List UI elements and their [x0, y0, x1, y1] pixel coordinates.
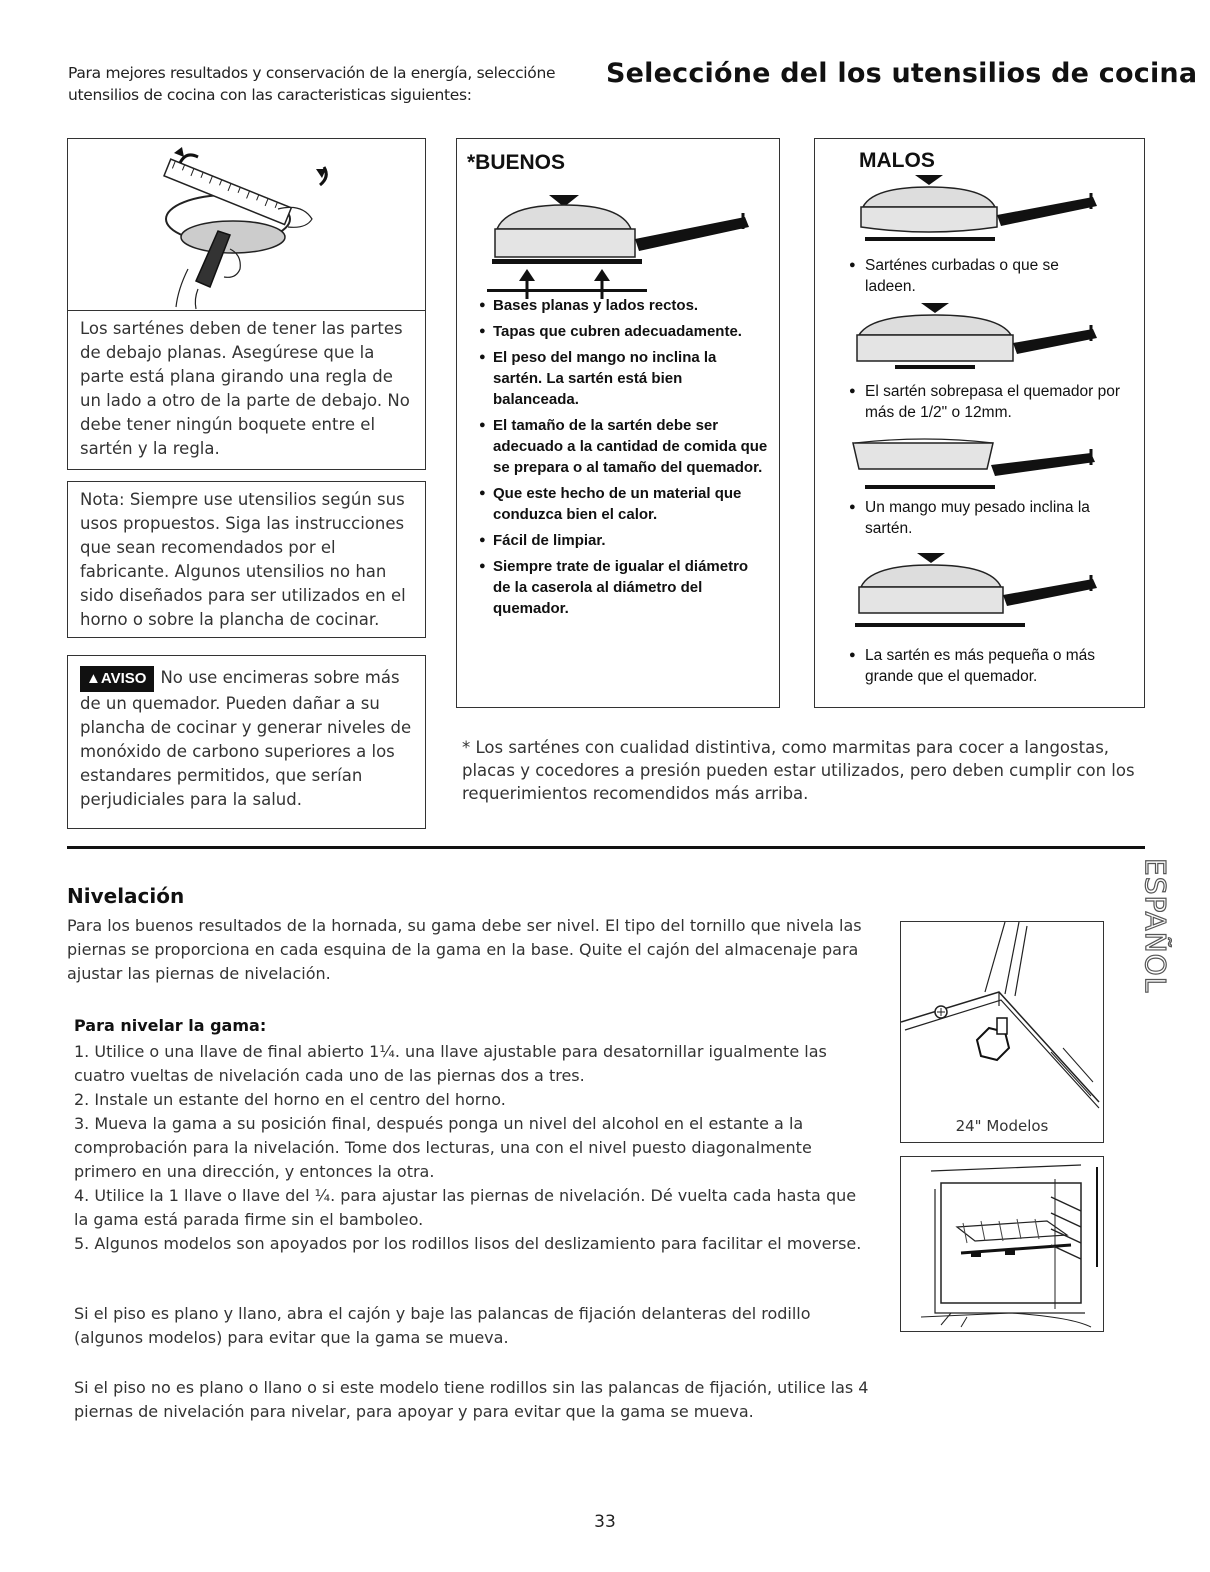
page-title: Selecciónе del los utensilios de cocina — [606, 58, 1198, 89]
bad-cookware-box — [814, 138, 1145, 708]
leveling-steps — [74, 1040, 874, 1256]
footnote: * Los sarténes con cualidad distintiva, como marmitas para cocer a langostas, placas y cocedores a presión pueden estar utilizados, pero deben cumplir con los requerimientos recomendidos más arriba. — [462, 738, 1135, 803]
figure-caption: 24" Modelos — [955, 1117, 1049, 1135]
leveling-leg-illustration — [901, 922, 1103, 1112]
leveling-step: 1. Utilice o una llave de final abierto 1¼. una llave ajustable para desatornillar igualmente las cuatro vueltas de nivelación cada uno de las piernas dos a tres. — [74, 1042, 827, 1085]
leveling-step: 4. Utilice la 1 llave o llave del ¼. para ajustar las piernas de nivelación. Dé vuelta cada hasta que la gama está parada firme sin el bamboleo. — [74, 1186, 857, 1229]
good-item: ● El peso del mango no inclina la sartén. La sartén está bien balanceada. — [479, 347, 769, 410]
leveling-step: 5. Algunos modelos son apoyados por los rodillos lisos del deslizamiento para facilitar el moverse. — [74, 1234, 862, 1253]
flat-pan-text: Los sarténes deben de tener las partes de debajo planas. Asegúrese que la parte está plana girando una regla de un lado a otro de la parte de debajo. No debe tener ningún boquete entre el sartén y la regla. — [80, 319, 410, 458]
level-floor-paragraph: Si el piso es plano y llano, abra el cajón y baje las palancas de fijación delanteras del rodillo (algunos modelos) para evitar que la gama se mueva. — [74, 1304, 811, 1347]
bad-item: ● La sartén es más pequeña o más grande que el quemador. — [843, 645, 1133, 687]
bad-item: ● Un mango muy pesado inclina la sartén. — [843, 497, 1133, 539]
good-item: ● Que este hecho de un material que conduzca bien el calor. — [479, 483, 769, 525]
bad-title: MALOS — [859, 149, 935, 172]
good-item: ● Tapas que cubren adecuadamente. — [479, 321, 769, 342]
good-item: ● Fácil de limpiar. — [479, 530, 769, 551]
good-item: ● Bases planas y lados rectos. — [479, 295, 769, 316]
warning-box — [67, 655, 426, 829]
ruler-pan-illustration — [68, 139, 425, 311]
warning-triangle-icon: ▲ — [86, 670, 101, 687]
warped-pan-illustration — [815, 171, 1144, 251]
flat-pan-box — [67, 138, 426, 470]
undersized-pan-illustration — [815, 547, 1144, 637]
good-title: *BUENOS — [467, 151, 566, 174]
note-text: Nota: Siempre use utensilios según sus usos propuestos. Siga las instrucciones que sean recomendados por el fabricante. Algunos utensilios no han sido diseñados para ser utilizados en el horno o sobre la plancha de cocinar. — [80, 490, 406, 629]
intro-text: Para mejores resultados y conservación de la energía, selecciónе utensilios de cocina con las caracteristicas siguientes: — [68, 64, 556, 104]
bad-item: ● Sarténes curbadas o que se ladeen. — [843, 255, 1103, 297]
good-item: ● El tamaño de la sartén debe ser adecuado a la cantidad de comida que se prepara o al tamaño del quemador. — [479, 415, 769, 478]
good-list — [479, 295, 769, 624]
warning-badge-label: AVISO — [100, 670, 147, 687]
good-cookware-box — [456, 138, 780, 708]
language-tab — [1134, 858, 1172, 998]
good-item: ● Siempre trate de igualar el diámetro de la caserola al diámetro del quemador. — [479, 556, 769, 619]
leveling-title: Nivelación — [67, 884, 185, 908]
bad-item: ● El sartén sobrepasa el quemador por más de 1/2" o 12mm. — [843, 381, 1133, 423]
warning-text: No use encimeras sobre más de un quemador. Pueden dañar a su plancha de cocinar y generar niveles de monóxido de carbono superiores a los estandares permitidos, que serían perjudiciales para la salud. — [80, 668, 412, 809]
section-divider — [67, 846, 1145, 849]
heavy-handle-pan-illustration — [815, 429, 1144, 499]
uneven-floor-paragraph: Si el piso no es plano o llano o si este modelo tiene rodillos sin las palancas de fijación, utilice las 4 piernas de nivelación para nivelar, para apoyar y para evitar que la gama se mueva. — [74, 1378, 869, 1421]
oversized-pan-illustration — [815, 299, 1144, 381]
page-number: 33 — [594, 1512, 616, 1532]
oven-rack-figure — [900, 1156, 1104, 1332]
leveling-leg-figure — [900, 921, 1104, 1143]
warning-badge — [80, 666, 154, 692]
note-box — [67, 481, 426, 638]
leveling-subtitle: Para nivelar la gama: — [74, 1016, 267, 1035]
oven-rack-illustration — [901, 1157, 1103, 1331]
leveling-intro: Para los buenos resultados de la hornada, su gama debe ser nivel. El tipo del tornillo que nivela las piernas se proporciona en cada esquina de la gama en la base. Quite el cajón del almacenaje para ajustar las piernas de nivelación. — [67, 916, 862, 983]
leveling-step: 2. Instale un estante del horno en el centro del horno. — [74, 1090, 506, 1109]
language-tab-label: ESPAÑOL — [1139, 858, 1172, 994]
leveling-step: 3. Mueva la gama a su posición final, después ponga un nivel del alcohol en el estante a la comprobación para la nivelación. Tome dos lecturas, una con el nivel puesto diagonalmente primero en una dirección, y entonces la otra. — [74, 1114, 812, 1181]
